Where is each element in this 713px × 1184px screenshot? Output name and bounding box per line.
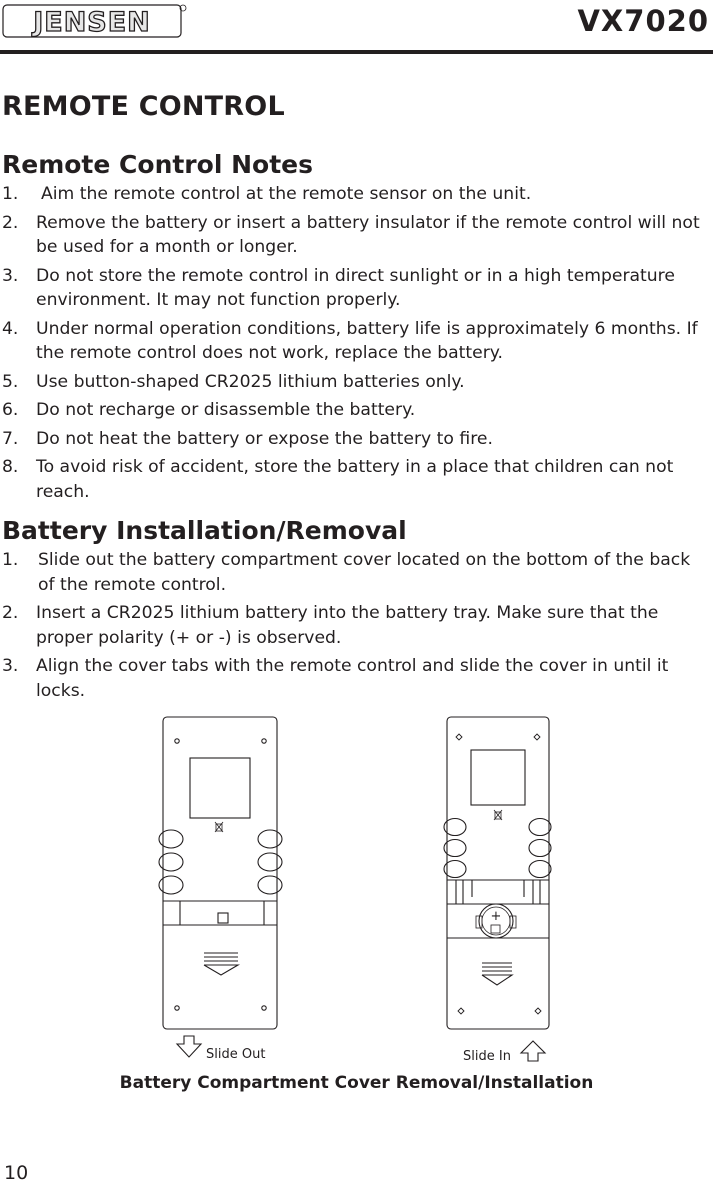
battery-compartment-figure (150, 710, 570, 1070)
slide-out-arrow-icon (177, 1036, 201, 1057)
item-text: Aim the remote control at the remote sensor on the unit. (41, 184, 532, 204)
svg-text:JENSEN: JENSEN (33, 7, 151, 38)
slide-out-label: Slide Out (206, 1047, 266, 1062)
battery-heading: Battery Installation/Removal (2, 516, 407, 545)
item-number: 5. (2, 371, 19, 392)
item-number: 3. (2, 265, 19, 286)
item-text: Slide out the battery compartment cover located on the bottom of the back of the remote control. (38, 550, 691, 595)
list-item (0, 601, 706, 650)
header-divider (0, 50, 713, 54)
item-text: Remove the battery or insert a battery insulator if the remote control will not be used for a month or longer. (36, 212, 700, 257)
model-number: VX7020 (577, 4, 709, 38)
cover-grip-icon (482, 963, 512, 985)
figure-caption: Battery Compartment Cover Removal/Installation (119, 1073, 594, 1093)
plus-sign: + (490, 909, 502, 924)
item-number: 1. (2, 550, 19, 570)
cover-grip-icon (204, 953, 238, 975)
item-text: Do not store the remote control in direct sunlight or in a high temperature environment. It may not function properly. (36, 265, 675, 310)
item-number: 2. (2, 603, 19, 623)
item-number: 6. (2, 400, 19, 420)
item-text: Insert a CR2025 lithium battery into the battery tray. Make sure that the proper polarity (+ or -) is observed. (36, 603, 659, 648)
item-text: Under normal operation conditions, battery life is approximately 6 months. If the remote control does not work, replace the battery. (36, 318, 698, 363)
page-title: REMOTE CONTROL (2, 91, 285, 122)
list-item (0, 317, 706, 366)
remote-right-illustration (444, 717, 551, 1029)
list-item (0, 211, 706, 260)
item-text: To avoid risk of accident, store the battery in a place that children can not reach. (36, 457, 674, 502)
list-item (0, 427, 706, 452)
item-number: 1. (2, 184, 19, 204)
list-item (0, 370, 706, 395)
jensen-logo (2, 2, 188, 40)
item-number: 3. (2, 656, 19, 676)
item-number: 4. (2, 318, 19, 339)
list-item (0, 548, 706, 597)
item-text: Align the cover tabs with the remote control and slide the cover in until it locks. (36, 656, 669, 701)
page-number: 10 (4, 1162, 29, 1184)
item-text: Do not heat the battery or expose the battery to fire. (36, 428, 493, 449)
item-text: Use button-shaped CR2025 lithium batteries only. (36, 371, 465, 392)
battery-list (0, 548, 706, 703)
item-number: 7. (2, 428, 19, 449)
notes-list (0, 182, 706, 504)
list-item (0, 264, 706, 313)
recycle-icon (215, 822, 223, 832)
item-number: 8. (2, 457, 19, 477)
item-number: 2. (2, 212, 19, 233)
list-item (0, 654, 706, 703)
item-text: Do not recharge or disassemble the battery. (36, 400, 416, 420)
notes-heading: Remote Control Notes (2, 150, 313, 179)
slide-in-label: Slide In (463, 1049, 511, 1064)
list-item (0, 398, 706, 423)
slide-in-arrow-icon (521, 1041, 545, 1061)
battery-coin-icon (476, 904, 516, 938)
list-item (0, 455, 706, 504)
remote-left-illustration (159, 717, 282, 1029)
list-item (0, 182, 706, 207)
recycle-icon (494, 810, 502, 820)
